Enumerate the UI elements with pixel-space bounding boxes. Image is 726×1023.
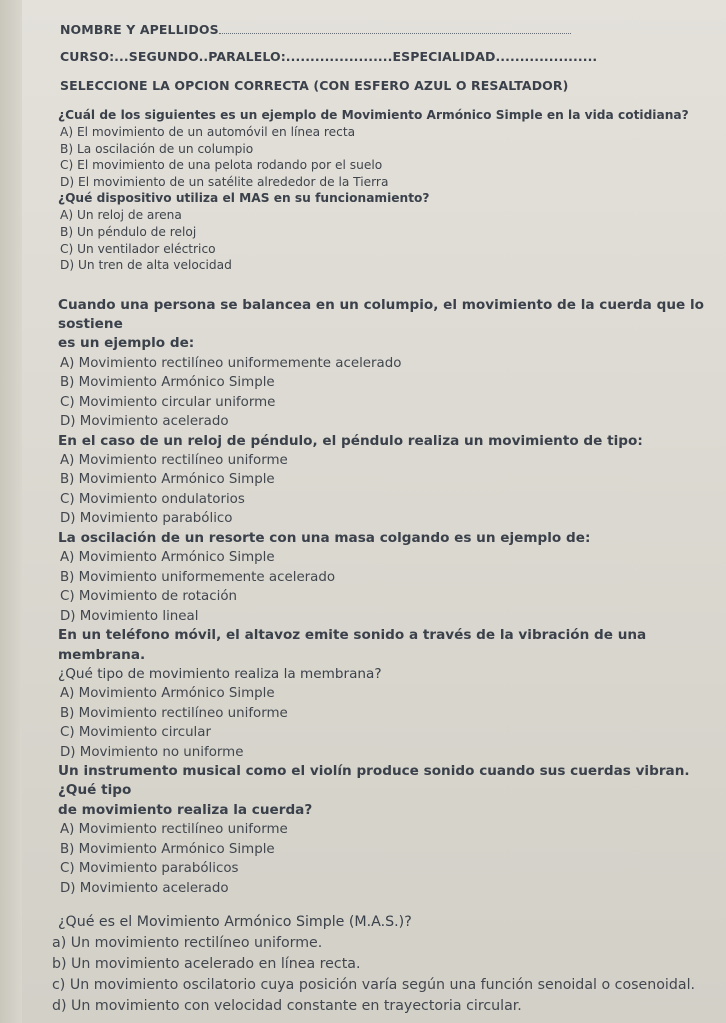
- answer-option[interactable]: D) Movimiento no uniforme: [60, 744, 244, 760]
- answer-option[interactable]: b) Un movimiento acelerado en línea recta.: [52, 955, 361, 972]
- question-text: ¿Cuál de los siguientes es un ejemplo de Movimiento Armónico Simple en la vida cotidiana?: [58, 108, 689, 122]
- answer-option[interactable]: C) Movimiento de rotación: [60, 589, 238, 605]
- instructions: SELECCIONE LA OPCION CORRECTA (CON ESFERO AZUL O RESALTADOR): [60, 78, 569, 93]
- question-text: ¿Qué es el Movimiento Armónico Simple (M.A.S.)?: [58, 914, 412, 931]
- answer-option[interactable]: D) Movimiento parabólico: [60, 511, 233, 527]
- question-block: [52, 912, 706, 1017]
- question-block: [58, 432, 706, 529]
- name-field: [60, 22, 706, 37]
- answer-option[interactable]: c) Un movimiento oscilatorio cuya posición varía según una función senoidal o cosenoidal.: [52, 976, 696, 993]
- answer-option[interactable]: B) Movimiento Armónico Simple: [60, 472, 275, 488]
- answer-option[interactable]: D) El movimiento de un satélite alrededor de la Tierra: [60, 174, 389, 189]
- question-block: [58, 529, 706, 626]
- answer-option[interactable]: A) Movimiento rectilíneo uniforme: [60, 822, 288, 838]
- answer-option[interactable]: d) Un movimiento con velocidad constante en trayectoria circular.: [52, 998, 522, 1015]
- question-text: Cuando una persona se balancea en un columpio, el movimiento de la cuerda que lo sostiene: [58, 296, 704, 333]
- question-text: ¿Qué dispositivo utiliza el MAS en su funcionamiento?: [58, 191, 430, 206]
- answer-option[interactable]: C) Movimiento parabólicos: [60, 861, 239, 877]
- answer-option[interactable]: B) Movimiento Armónico Simple: [60, 841, 275, 857]
- question-text-continued: de movimiento realiza la cuerda?: [58, 801, 313, 818]
- answer-option[interactable]: A) Movimiento rectilíneo uniforme: [60, 452, 288, 468]
- answer-option[interactable]: B) Movimiento Armónico Simple: [60, 375, 275, 391]
- question-block: [58, 107, 706, 190]
- question-text: En el caso de un reloj de péndulo, el péndulo realiza un movimiento de tipo:: [58, 432, 643, 449]
- question-text-continued: ¿Qué tipo de movimiento realiza la membrana?: [58, 665, 382, 682]
- question-block: [58, 190, 706, 273]
- course-field: CURSO:...SEGUNDO..PARALELO:......................ESPECIALIDAD.....................: [60, 49, 598, 64]
- answer-option[interactable]: D) Movimiento acelerado: [60, 414, 229, 430]
- answer-option[interactable]: C) Movimiento circular uniforme: [60, 394, 276, 410]
- question-block: [58, 762, 706, 898]
- answer-option[interactable]: C) Movimiento ondulatorios: [60, 491, 245, 507]
- answer-option[interactable]: C) El movimiento de una pelota rodando por el suelo: [60, 158, 383, 173]
- spacer: [58, 274, 706, 296]
- answer-option[interactable]: B) Movimiento uniformemente acelerado: [60, 569, 336, 585]
- answer-option[interactable]: D) Movimiento acelerado: [60, 880, 229, 896]
- answer-option[interactable]: C) Un ventilador eléctrico: [60, 241, 216, 256]
- spacer: [58, 898, 706, 912]
- answer-option[interactable]: B) Movimiento rectilíneo uniforme: [60, 705, 288, 721]
- answer-option[interactable]: B) Un péndulo de reloj: [60, 224, 197, 239]
- question-text: En un teléfono móvil, el altavoz emite sonido a través de la vibración de una membrana.: [58, 627, 647, 663]
- question-text: Un instrumento musical como el violín produce sonido cuando sus cuerdas vibran. ¿Qué tipo: [58, 763, 690, 799]
- name-blank: [219, 25, 571, 34]
- name-label: NOMBRE Y APELLIDOS: [60, 22, 219, 37]
- answer-option[interactable]: D) Movimiento lineal: [60, 608, 199, 624]
- question-block: [58, 296, 706, 432]
- answer-option[interactable]: a) Un movimiento rectilíneo uniforme.: [52, 934, 323, 951]
- question-block: [58, 626, 706, 762]
- question-text-continued: es un ejemplo de:: [58, 335, 195, 352]
- answer-option[interactable]: B) La oscilación de un columpio: [60, 141, 254, 156]
- answer-option[interactable]: A) Movimiento Armónico Simple: [60, 686, 275, 702]
- answer-option[interactable]: A) Un reloj de arena: [60, 208, 182, 223]
- question-text: La oscilación de un resorte con una masa colgando es un ejemplo de:: [58, 529, 591, 546]
- answer-option[interactable]: A) Movimiento rectilíneo uniformemente acelerado: [60, 355, 402, 371]
- answer-option[interactable]: D) Un tren de alta velocidad: [60, 258, 232, 273]
- answer-option[interactable]: C) Movimiento circular: [60, 725, 211, 741]
- answer-option[interactable]: A) El movimiento de un automóvil en línea recta: [60, 125, 356, 139]
- answer-option[interactable]: A) Movimiento Armónico Simple: [60, 550, 275, 566]
